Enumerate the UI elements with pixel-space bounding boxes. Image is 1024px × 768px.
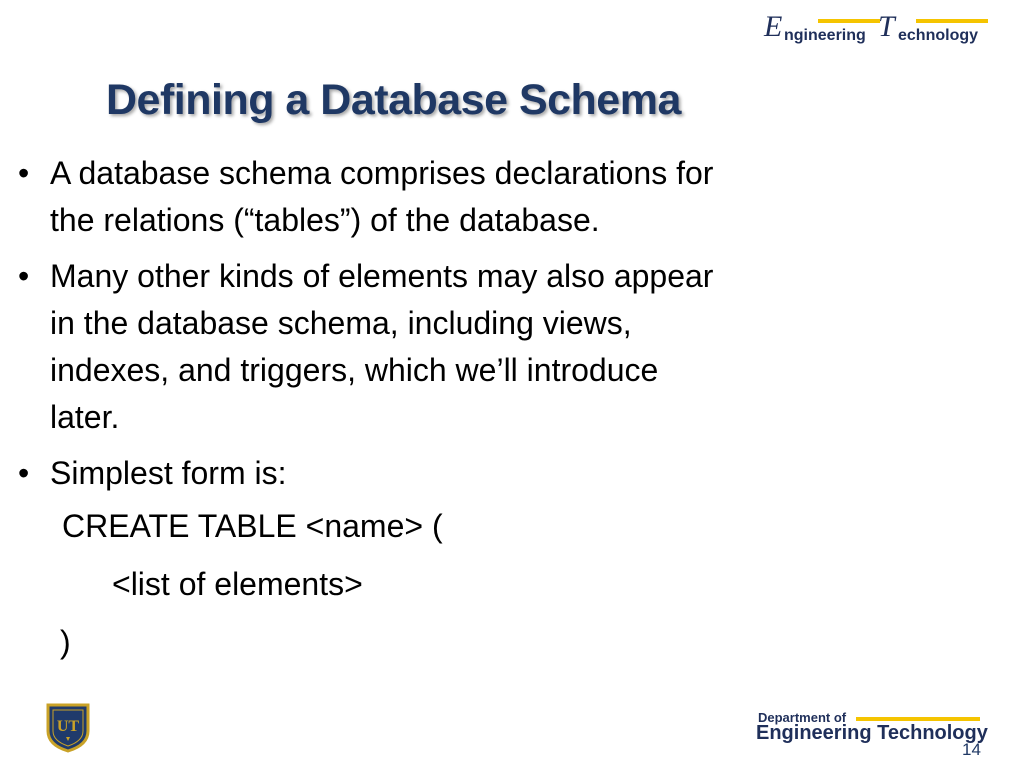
header-logo-word-t: echnology — [898, 27, 979, 44]
header-logo-bar-2 — [916, 19, 988, 23]
slide-number: 14 — [962, 740, 981, 759]
slide-title: Defining a Database Schema — [106, 76, 681, 124]
bullet-line: indexes, and triggers, which we’ll introduce — [50, 352, 659, 388]
code-line-create-table: CREATE TABLE <name> ( — [62, 508, 443, 544]
footer-dept-label: Department of — [758, 710, 847, 725]
ut-seal-text: UT — [56, 718, 80, 735]
bullet-item — [14, 150, 954, 244]
bullet-dot-icon: • — [18, 258, 30, 294]
engineering-technology-header-logo — [762, 10, 990, 50]
bullet-dot-icon: • — [18, 455, 30, 491]
bullet-line: in the database schema, including views, — [50, 305, 632, 341]
bullet-list — [14, 150, 954, 506]
code-line-close-paren: ) — [60, 624, 71, 660]
header-logo-word-e: ngineering — [784, 27, 866, 44]
code-line-list-of-elements: <list of elements> — [112, 566, 363, 602]
bullet-line: Simplest form is: — [50, 455, 287, 491]
bullet-item — [14, 450, 954, 497]
bullet-line: A database schema comprises declarations for — [50, 155, 714, 191]
department-footer-logo — [756, 710, 986, 760]
ut-seal-icon — [44, 701, 92, 753]
bullet-item — [14, 253, 954, 441]
footer-dept-name: Engineering Technology — [756, 722, 988, 744]
header-logo-initial-e: E — [764, 10, 783, 43]
bullet-line: Many other kinds of elements may also appear — [50, 258, 714, 294]
bullet-line: the relations (“tables”) of the database. — [50, 202, 600, 238]
bullet-dot-icon: • — [18, 155, 30, 191]
header-logo-initial-t: T — [878, 10, 895, 43]
header-logo-bar-1 — [818, 19, 880, 23]
bullet-line: later. — [50, 399, 120, 435]
footer-logo-bar — [856, 717, 980, 721]
